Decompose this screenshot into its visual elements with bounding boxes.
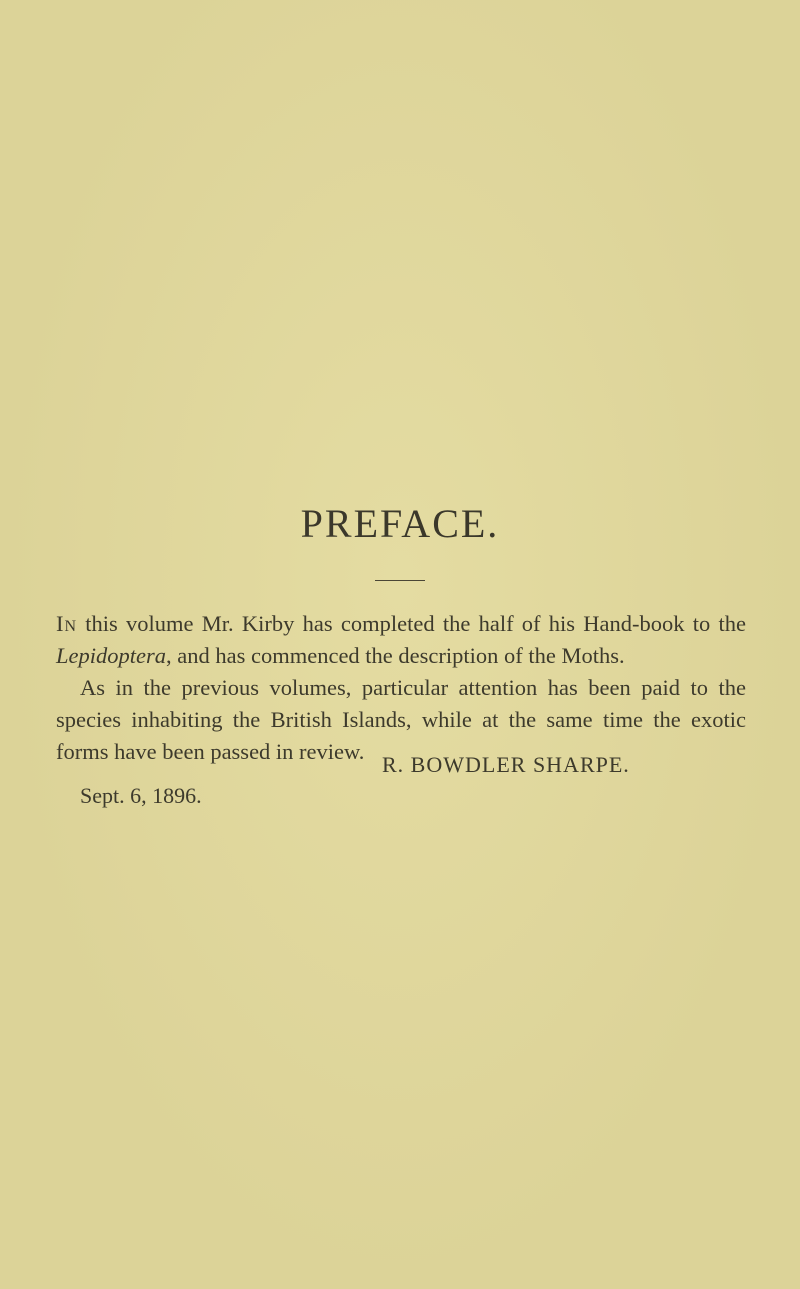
paragraph-1 xyxy=(56,608,746,672)
paragraph-1-lead: In xyxy=(56,611,78,636)
paragraph-2: As in the previous volumes, particular attention has been paid to the species inhabiting the British Islands, while at the same time the exotic forms have been passed in review. xyxy=(56,675,746,764)
page-title: PREFACE. xyxy=(300,501,500,546)
preface-body xyxy=(56,608,746,768)
paragraph-1-italic: Lepidoptera xyxy=(56,643,166,668)
paragraph-1-text-b: , and has commenced the description of the Moths. xyxy=(166,643,625,668)
title-divider xyxy=(375,580,425,581)
preface-date: Sept. 6, 1896. xyxy=(80,783,202,808)
author-signature: R. BOWDLER SHARPE. xyxy=(382,752,630,777)
paragraph-1-text-a: this volume Mr. Kirby has completed the half of his Hand-book to the xyxy=(77,611,746,636)
